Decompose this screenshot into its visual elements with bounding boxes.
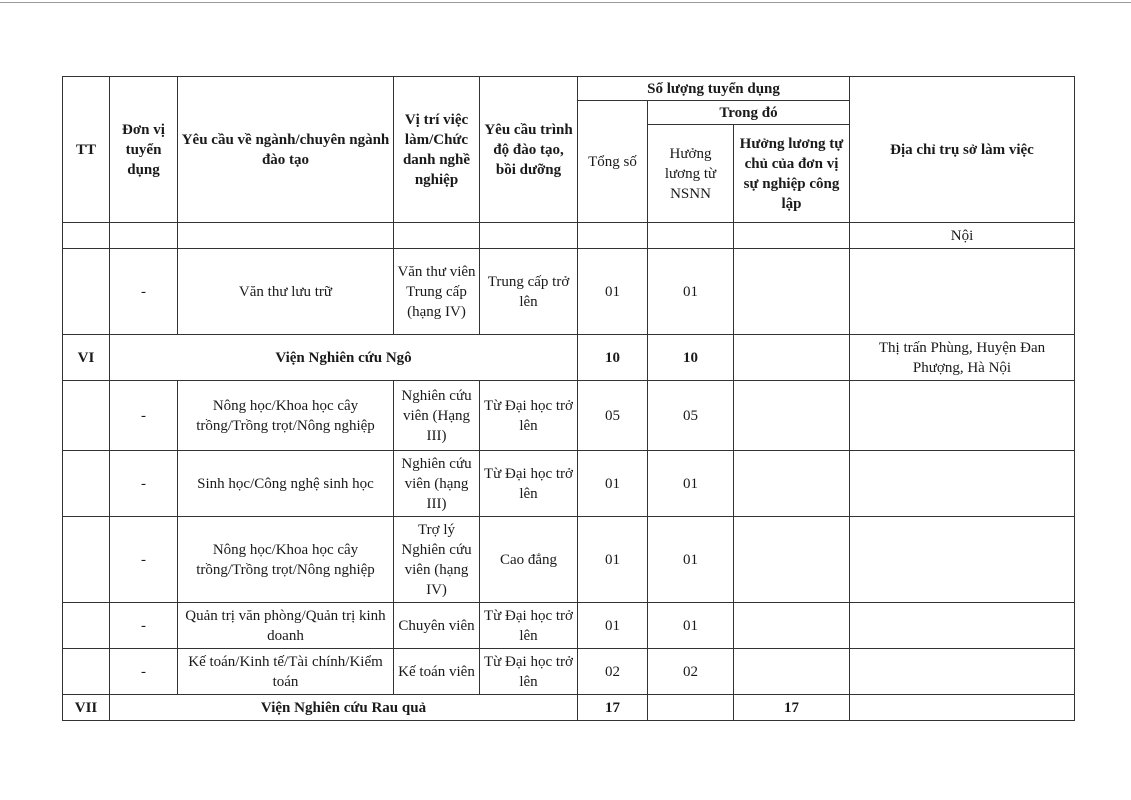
table-row: [63, 649, 1075, 695]
qualification-cell: Trung cấp trở lên: [480, 249, 578, 335]
table-row: [63, 223, 1075, 249]
nsnn-cell: 01: [648, 603, 734, 649]
address-cell: [850, 695, 1075, 721]
section-row-vii: [63, 695, 1075, 721]
major-cell: Nông học/Khoa học cây trồng/Trồng trọt/Nông nghiệp: [178, 517, 394, 603]
total-cell: 01: [578, 517, 648, 603]
row-dash: -: [110, 517, 178, 603]
col-header-tu-chu: Hưởng lương tự chủ của đơn vị sự nghiệp công lập: [734, 125, 850, 223]
position-cell: Kế toán viên: [394, 649, 480, 695]
total-cell: 01: [578, 603, 648, 649]
total-cell: 02: [578, 649, 648, 695]
address-cell: [850, 649, 1075, 695]
total-cell: 17: [578, 695, 648, 721]
table-row: [63, 603, 1075, 649]
major-cell: Nông học/Khoa học cây trồng/Trồng trọt/Nông nghiệp: [178, 381, 394, 451]
position-cell: Văn thư viên Trung cấp (hạng IV): [394, 249, 480, 335]
nsnn-cell: [648, 695, 734, 721]
col-header-tong-so: Tổng số: [578, 101, 648, 223]
address-cell: [850, 451, 1075, 517]
qualification-cell: Cao đẳng: [480, 517, 578, 603]
nsnn-cell: 01: [648, 451, 734, 517]
self-funded-cell: [734, 517, 850, 603]
total-cell: 01: [578, 451, 648, 517]
address-cell: Thị trấn Phùng, Huyện Đan Phượng, Hà Nội: [850, 335, 1075, 381]
self-funded-cell: [734, 649, 850, 695]
self-funded-cell: 17: [734, 695, 850, 721]
col-header-vi-tri: Vị trí việc làm/Chức danh nghề nghiệp: [394, 77, 480, 223]
col-header-nsnn: Hưởng lương từ NSNN: [648, 125, 734, 223]
col-header-trong-do: Trong đó: [648, 101, 850, 125]
section-title: Viện Nghiên cứu Ngô: [110, 335, 578, 381]
self-funded-cell: [734, 381, 850, 451]
position-cell: Trợ lý Nghiên cứu viên (hạng IV): [394, 517, 480, 603]
col-header-so-luong: Số lượng tuyển dụng: [578, 77, 850, 101]
total-cell: 05: [578, 381, 648, 451]
position-cell: Nghiên cứu viên (Hạng III): [394, 381, 480, 451]
section-title: Viện Nghiên cứu Rau quả: [110, 695, 578, 721]
qualification-cell: Từ Đại học trở lên: [480, 451, 578, 517]
address-cell: Nội: [850, 223, 1075, 249]
row-dash: -: [110, 649, 178, 695]
nsnn-cell: 05: [648, 381, 734, 451]
nsnn-cell: 10: [648, 335, 734, 381]
row-dash: -: [110, 451, 178, 517]
nsnn-cell: 02: [648, 649, 734, 695]
table-row: [63, 451, 1075, 517]
col-header-trinh-do: Yêu cầu trình độ đào tạo, bồi dưỡng: [480, 77, 578, 223]
row-dash: -: [110, 381, 178, 451]
col-header-tt: TT: [63, 77, 110, 223]
recruitment-table: [62, 76, 1075, 721]
page-top-rule: [0, 2, 1131, 3]
address-cell: [850, 249, 1075, 335]
row-dash: -: [110, 603, 178, 649]
table-row: [63, 381, 1075, 451]
qualification-cell: Từ Đại học trở lên: [480, 381, 578, 451]
header-row-1: [63, 77, 1075, 101]
nsnn-cell: 01: [648, 249, 734, 335]
position-cell: Nghiên cứu viên (hạng III): [394, 451, 480, 517]
nsnn-cell: 01: [648, 517, 734, 603]
total-cell: 10: [578, 335, 648, 381]
address-cell: [850, 603, 1075, 649]
section-number: VI: [63, 335, 110, 381]
self-funded-cell: [734, 451, 850, 517]
qualification-cell: Từ Đại học trở lên: [480, 649, 578, 695]
major-cell: Kế toán/Kinh tế/Tài chính/Kiểm toán: [178, 649, 394, 695]
self-funded-cell: [734, 335, 850, 381]
table-row: [63, 517, 1075, 603]
row-dash: -: [110, 249, 178, 335]
table-row: [63, 249, 1075, 335]
major-cell: Quản trị văn phòng/Quản trị kinh doanh: [178, 603, 394, 649]
major-cell: Văn thư lưu trữ: [178, 249, 394, 335]
section-row-vi: [63, 335, 1075, 381]
major-cell: Sinh học/Công nghệ sinh học: [178, 451, 394, 517]
qualification-cell: Từ Đại học trở lên: [480, 603, 578, 649]
total-cell: 01: [578, 249, 648, 335]
section-number: VII: [63, 695, 110, 721]
col-header-nganh: Yêu cầu về ngành/chuyên ngành đào tạo: [178, 77, 394, 223]
position-cell: Chuyên viên: [394, 603, 480, 649]
col-header-don-vi: Đơn vị tuyển dụng: [110, 77, 178, 223]
col-header-dia-chi: Địa chỉ trụ sở làm việc: [850, 77, 1075, 223]
self-funded-cell: [734, 603, 850, 649]
self-funded-cell: [734, 249, 850, 335]
address-cell: [850, 381, 1075, 451]
address-cell: [850, 517, 1075, 603]
